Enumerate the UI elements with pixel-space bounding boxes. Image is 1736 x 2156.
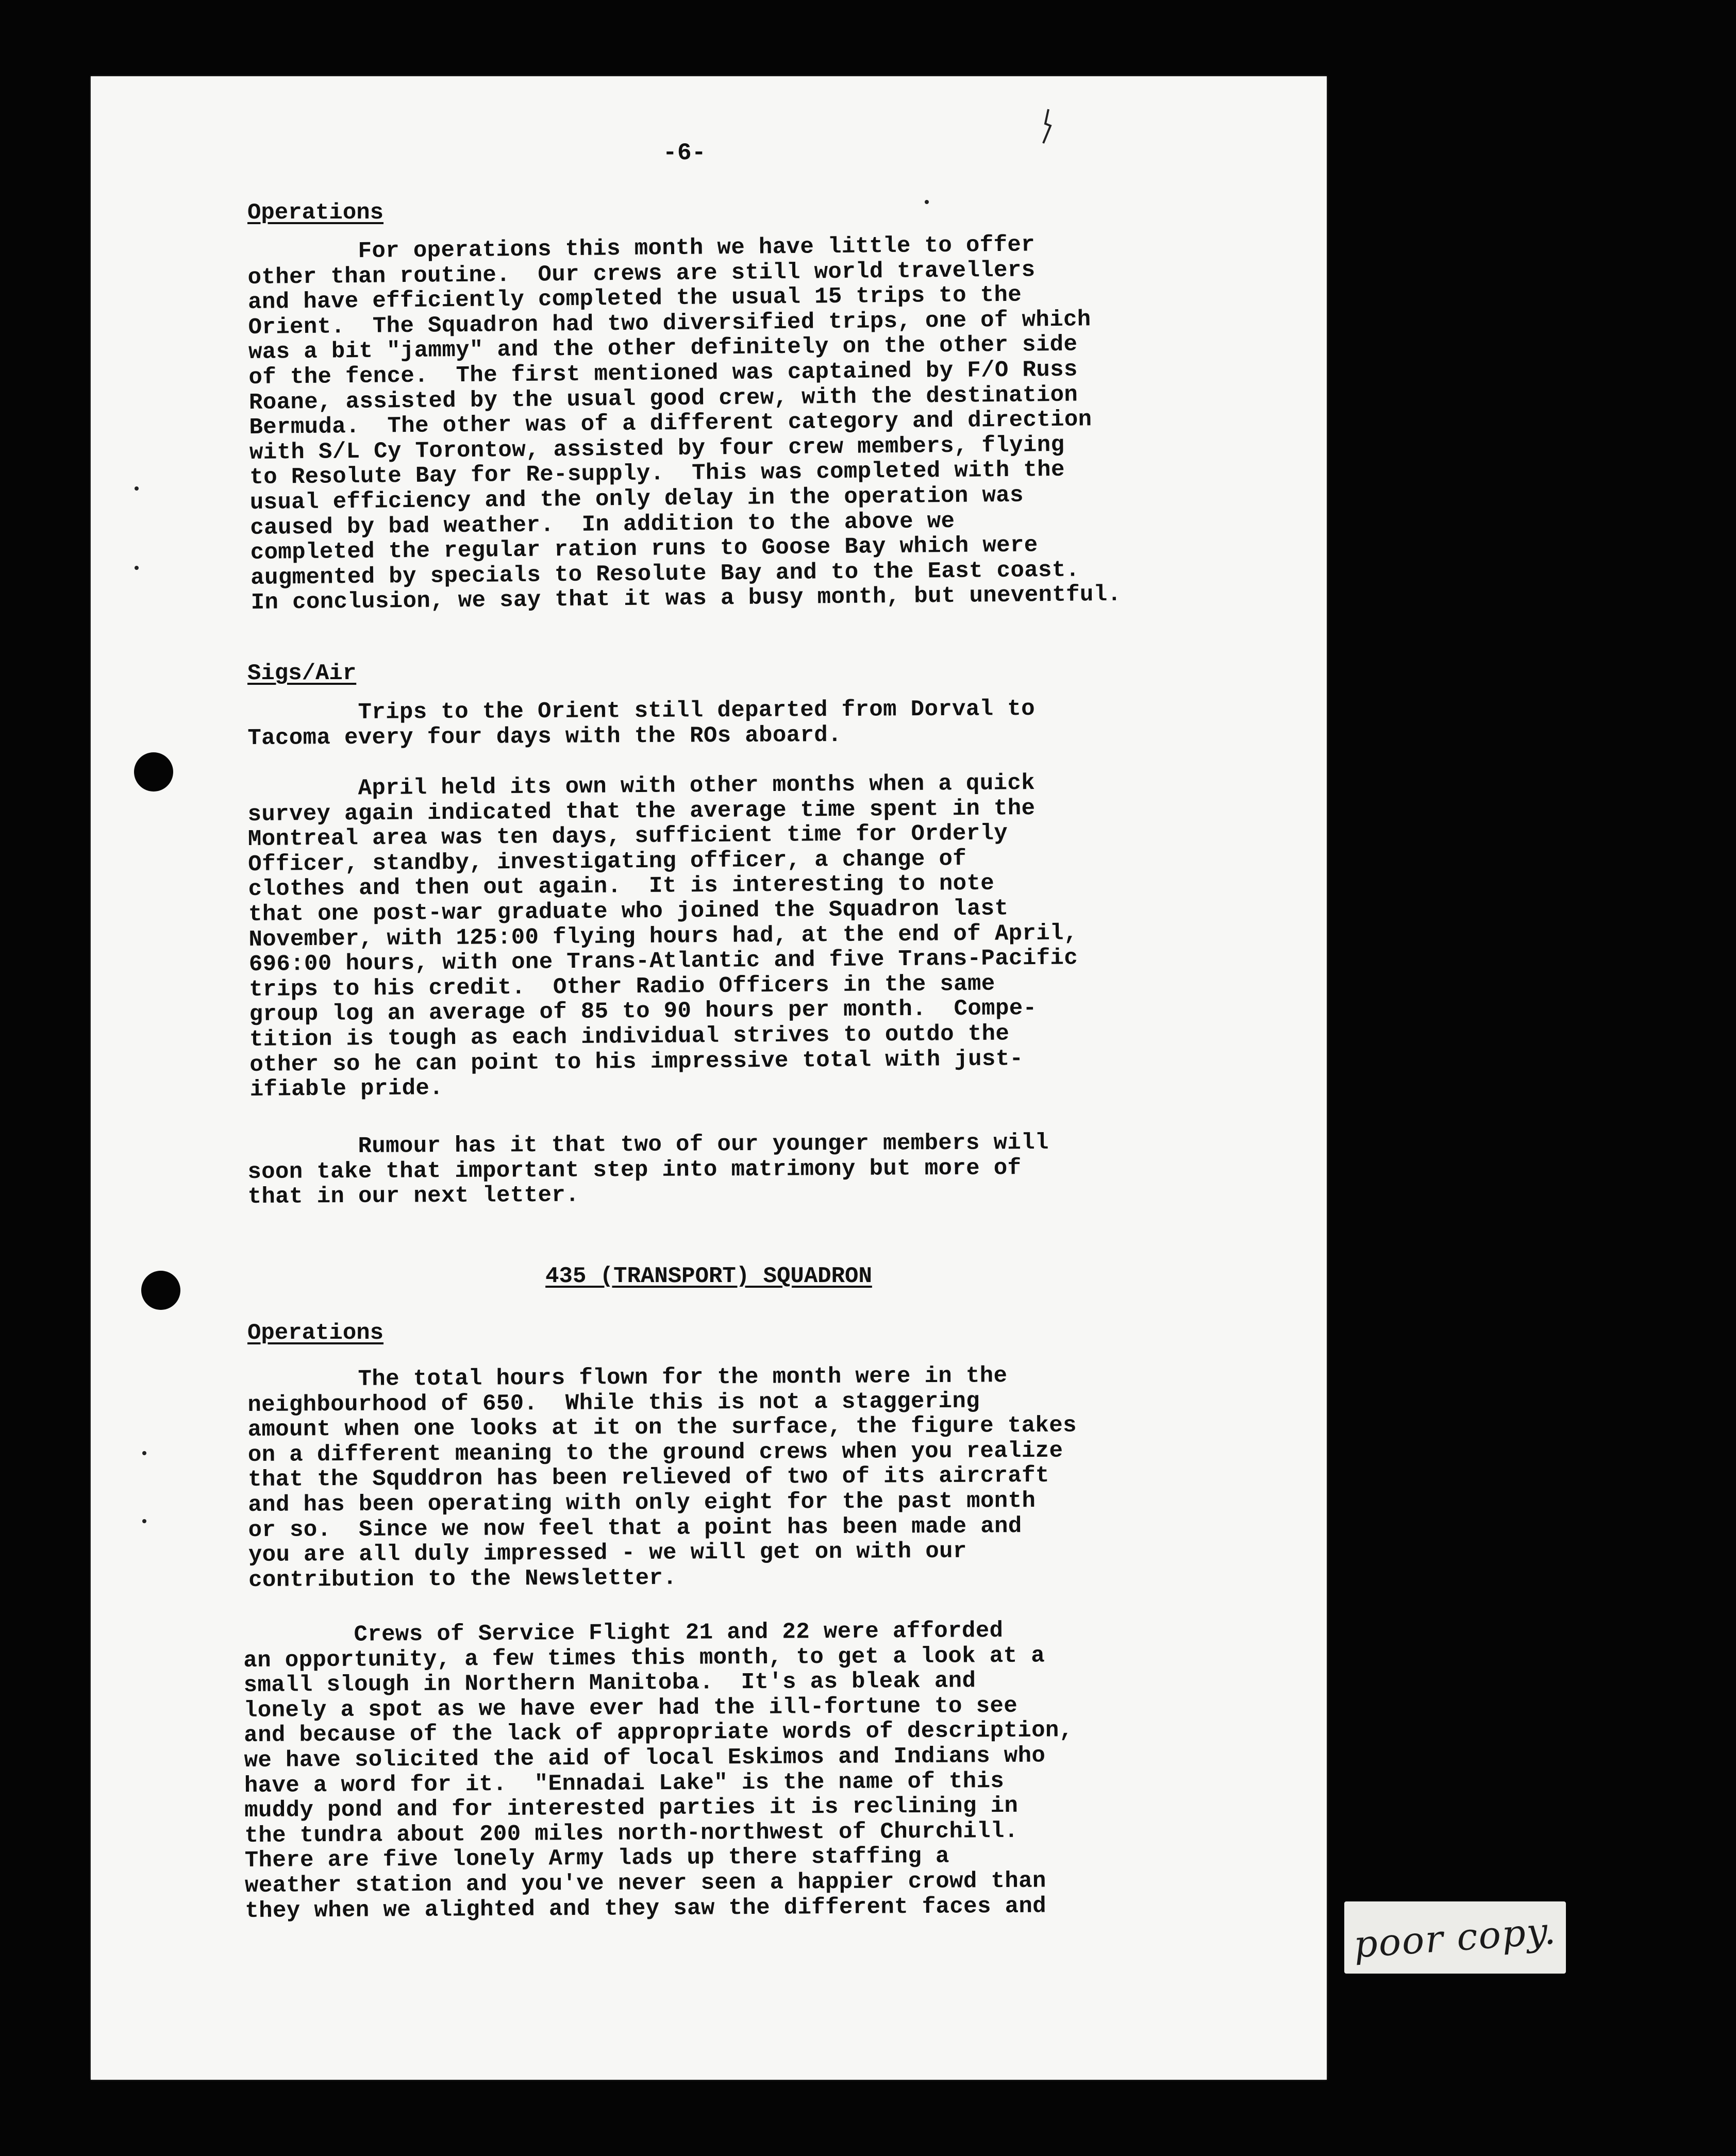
speck xyxy=(142,1519,146,1523)
handwritten-note xyxy=(1344,1901,1566,1974)
section-heading-operations-435: Operations xyxy=(247,1320,384,1346)
paragraph-sigs-trips: Trips to the Orient still departed from Dorval to Tacoma every four days with the ROs aboard. xyxy=(247,696,1036,751)
paragraph-sigs-april: April held its own with other months when a quick survey again indicated that the average time spent in the Montreal area was ten days, sufficient time for Orderly Officer, standby, investigating officer, a change of clothes and then out again. It is interesting to note that one post-war graduate who joined the Squadron last November, with 125:00 flying hours had, at the end of April, 696:00 hours, with one Trans-Atlantic and five Trans-Pacific trips to his credit. Other Radio Officers in the same group log an average of 85 to 90 hours per month. Compe- tition is tough as each individual strives to outdo the other so he can point to his impressive total with just- ifiable pride. xyxy=(247,770,1078,1103)
paragraph-sigs-rumour: Rumour has it that two of our younger members will soon take that important step into matrimony but more of that in our next letter. xyxy=(247,1130,1049,1210)
document-page xyxy=(91,76,1327,2080)
paragraph-435-crews: Crews of Service Flight 21 and 22 were afforded an opportunity, a few times this month, to get a look at a small slough in Northern Manitoba. It's as bleak and lonely a spot as we have ever had the ill-fortune to see and because of the lack of appropriate words of description, we have solicited the aid of local Eskimos and Indians who have a word for it. "Ennadai Lake" is the name of this muddy pond and for interested parties it is reclining in the tundra about 200 miles north-northwest of Churchill. There are five lonely Army lads up there staffing a weather station and you've never seen a happier crowd than they when we alighted and they saw the different faces and xyxy=(243,1618,1073,1924)
pen-mark-icon xyxy=(1039,108,1055,144)
paragraph-435-hours: The total hours flown for the month were in the neighbourhood of 650. While this is not a staggering amount when one looks at it on the surface, the figure takes on a different meaning to the ground crews when you realize that the Squddron has been relieved of two of its aircraft and has been operating with only eight for the past month or so. Since we now feel that a point has been made and you are all duly impressed - we will get on with our contribution to the Newsletter. xyxy=(247,1363,1077,1593)
punch-hole xyxy=(141,1271,180,1310)
page-number: -6- xyxy=(663,140,707,166)
speck xyxy=(135,566,139,570)
speck xyxy=(135,486,139,491)
speck xyxy=(925,200,929,204)
punch-hole xyxy=(134,752,173,791)
speck xyxy=(142,1451,146,1455)
squadron-title: 435 (TRANSPORT) SQUADRON xyxy=(545,1264,872,1289)
section-heading-operations: Operations xyxy=(247,200,384,226)
handwritten-note-text: poor copy. xyxy=(1352,1909,1558,1966)
section-heading-sigs-air: Sigs/Air xyxy=(247,661,357,686)
paragraph-operations: For operations this month we have little to offer other than routine. Our crews are still world travellers and have efficiently completed the usual 15 trips to the Orient. The Squadron had two diversified trips, one of which was a bit "jammy" and the other definitely on the other side of the fence. The first mentioned was captained by F/O Russ Roane, assisted by the usual good crew, with the destination Bermuda. The other was of a different category and direction with S/L Cy Torontow, assisted by four crew members, flying to Resolute Bay for Re-supply. This was completed with the usual efficiency and the only delay in the operation was caused by bad weather. In addition to the above we completed the regular ration runs to Goose Bay which were augmented by specials to Resolute Bay and to the East coast. In conclusion, we say that it was a busy month, but uneventful. xyxy=(247,232,1122,616)
